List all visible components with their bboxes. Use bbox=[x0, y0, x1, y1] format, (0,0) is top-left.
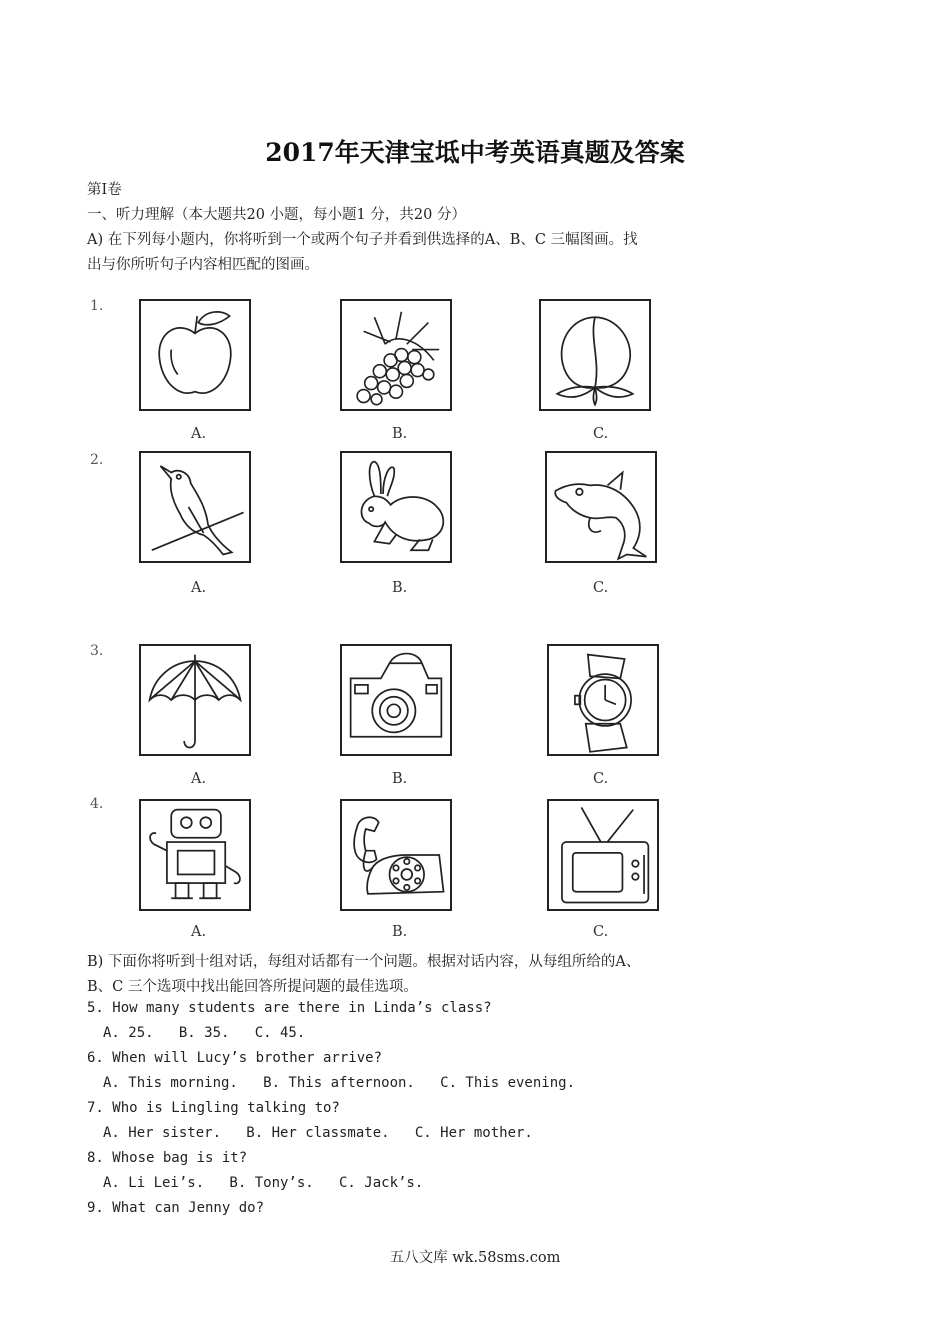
question-2-number: 2. bbox=[90, 452, 104, 468]
question-5-options: A. 25. B. 35. C. 45. bbox=[103, 1025, 306, 1041]
q3-option-b-label: B. bbox=[392, 771, 408, 787]
grapes-icon bbox=[340, 299, 452, 411]
apple-icon bbox=[139, 299, 251, 411]
question-1-number: 1. bbox=[90, 298, 104, 314]
q1-option-b-label: B. bbox=[392, 426, 408, 442]
q4-option-a-label: A. bbox=[191, 924, 207, 940]
partB-instruction-line2: B、C 三个选项中找出能回答所提问题的最佳选项。 bbox=[87, 979, 418, 995]
question-8: 8. Whose bag is it? bbox=[87, 1150, 248, 1166]
q1-option-c-label: C. bbox=[593, 426, 609, 442]
section-label: 第Ⅰ卷 bbox=[87, 182, 122, 198]
q2-option-c-label: C. bbox=[593, 580, 609, 596]
bird-icon bbox=[139, 451, 251, 563]
peach-icon bbox=[539, 299, 651, 411]
robot-icon bbox=[139, 799, 251, 911]
partA-instruction-line1: A) 在下列每小题内，你将听到一个或两个句子并看到供选择的A、B、C 三幅图画。找 bbox=[87, 232, 638, 248]
camera-icon bbox=[340, 644, 452, 756]
q2-option-b-label: B. bbox=[392, 580, 408, 596]
q3-option-c-label: C. bbox=[593, 771, 609, 787]
question-7: 7. Who is Lingling talking to? bbox=[87, 1100, 340, 1116]
question-6: 6. When will Lucy’s brother arrive? bbox=[87, 1050, 383, 1066]
television-icon bbox=[547, 799, 659, 911]
partA-instruction-line2: 出与你所听句子内容相匹配的图画。 bbox=[87, 257, 319, 273]
page-title: 2017年天津宝坻中考英语真题及答案 bbox=[265, 138, 685, 167]
telephone-icon bbox=[340, 799, 452, 911]
part1-heading: 一、听力理解（本大题共20 小题，每小题1 分，共20 分） bbox=[87, 207, 466, 223]
question-7-options: A. Her sister. B. Her classmate. C. Her mother. bbox=[103, 1125, 533, 1141]
footer-source: 五八文库 wk.58sms.com bbox=[389, 1250, 561, 1266]
q4-option-c-label: C. bbox=[593, 924, 609, 940]
dolphin-icon bbox=[545, 451, 657, 563]
question-5: 5. How many students are there in Linda’s class? bbox=[87, 1000, 492, 1016]
q4-option-b-label: B. bbox=[392, 924, 408, 940]
umbrella-icon bbox=[139, 644, 251, 756]
question-6-options: A. This morning. B. This afternoon. C. This evening. bbox=[103, 1075, 576, 1091]
rabbit-icon bbox=[340, 451, 452, 563]
q2-option-a-label: A. bbox=[191, 580, 207, 596]
q3-option-a-label: A. bbox=[191, 771, 207, 787]
q1-option-a-label: A. bbox=[191, 426, 207, 442]
question-9: 9. What can Jenny do? bbox=[87, 1200, 265, 1216]
question-4-number: 4. bbox=[90, 796, 104, 812]
partB-instruction-line1: B) 下面你将听到十组对话，每组对话都有一个问题。根据对话内容，从每组所给的A、 bbox=[87, 954, 641, 970]
question-8-options: A. Li Lei’s. B. Tony’s. C. Jack’s. bbox=[103, 1175, 424, 1191]
question-3-number: 3. bbox=[90, 643, 104, 659]
watch-icon bbox=[547, 644, 659, 756]
